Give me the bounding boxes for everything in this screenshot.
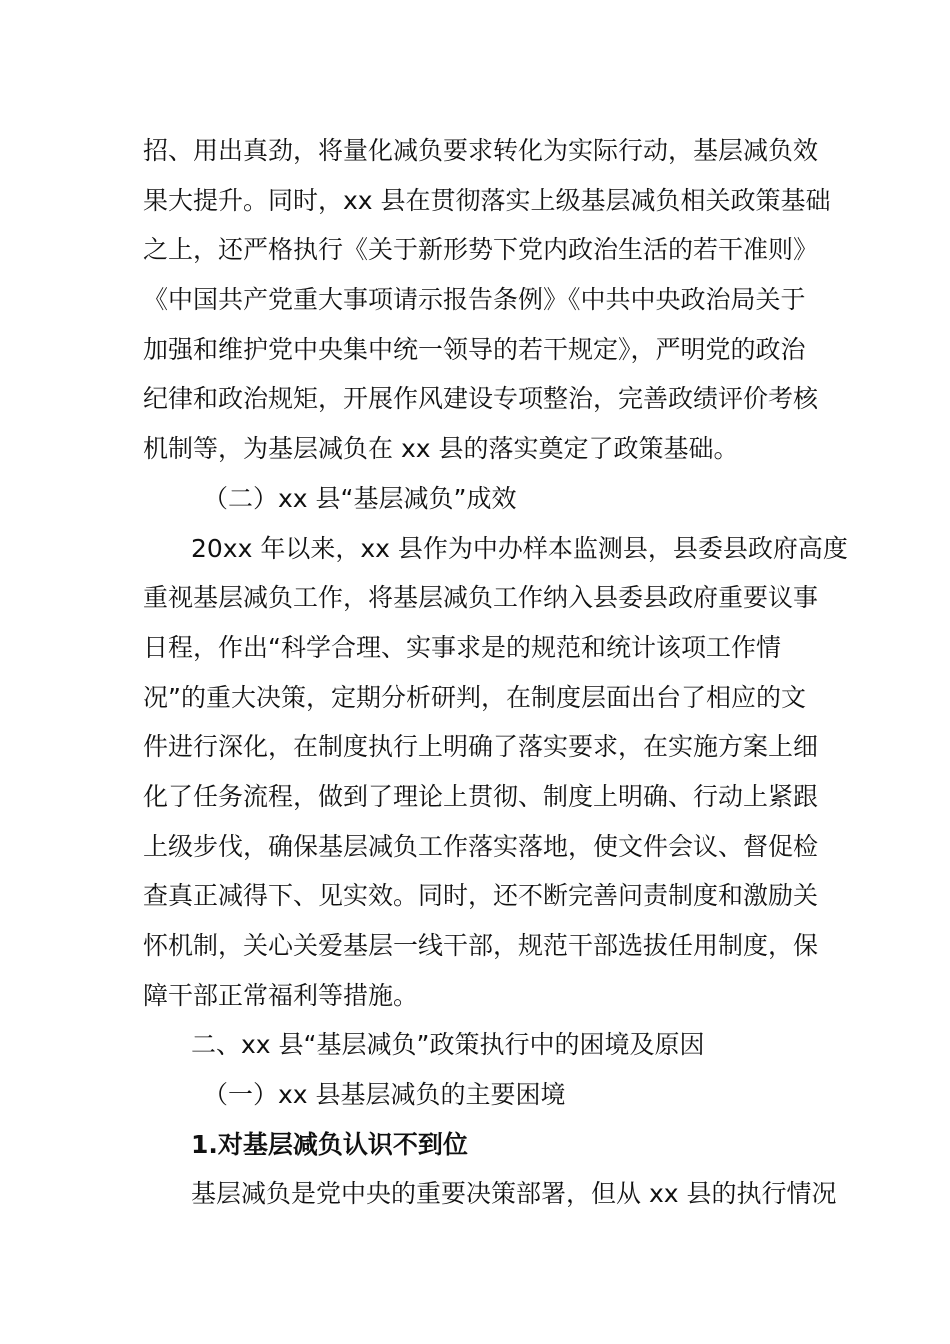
paragraph-line: 日程，作出“科学合理、实事求是的规范和统计该项工作情 xyxy=(143,632,781,662)
document-body xyxy=(143,126,848,1219)
paragraph-line: 重视基层减负工作，将基层减负工作纳入县委县政府重要议事 xyxy=(143,583,819,613)
paragraph-line: 上级步伐，确保基层减负工作落实落地，使文件会议、督促检 xyxy=(143,831,819,861)
paragraph-line: 怀机制，关心关爱基层一线干部，规范干部选拔任用制度，保 xyxy=(143,931,819,960)
paragraph-line: 况”的重大决策，定期分析研判，在制度层面出台了相应的文 xyxy=(143,682,806,712)
paragraph-line: 机制等，为基层减负在 xx 县的落实奠定了政策基础。 xyxy=(143,434,739,464)
paragraph-line: 之上，还严格执行《关于新形势下党内政治生活的若干准则》 xyxy=(143,235,819,265)
paragraph-line: 加强和维护党中央集中统一领导的若干规定》，严明党的政治 xyxy=(143,334,806,364)
numbered-heading: 1.对基层减负认识不到位 xyxy=(191,1129,468,1159)
paragraph-line: 纪律和政治规矩，开展作风建设专项整治，完善政绩评价考核 xyxy=(143,384,819,414)
paragraph-line: 化了任务流程，做到了理论上贯彻、制度上明确、行动上紧跟 xyxy=(143,781,819,811)
paragraph-line: 基层减负是党中央的重要决策部署，但从 xx 县的执行情况 xyxy=(191,1179,837,1209)
paragraph-line: 件进行深化，在制度执行上明确了落实要求，在实施方案上细 xyxy=(143,732,819,762)
paragraph-line: 20xx 年以来，xx 县作为中办样本监测县，县委县政府高度 xyxy=(191,533,848,563)
paragraph-line: 招、用出真劲，将量化减负要求转化为实际行动，基层减负效 xyxy=(143,136,819,165)
paragraph-line: 《中国共产党重大事项请示报告条例》《中共中央政治局关于 xyxy=(143,285,806,315)
section-heading: 二、xx 县“基层减负”政策执行中的困境及原因 xyxy=(191,1030,705,1060)
paragraph-line: 障干部正常福利等措施。 xyxy=(143,980,419,1010)
paragraph-line: 查真正减得下、见实效。同时，还不断完善问责制度和激励关 xyxy=(143,881,819,911)
section-subheading: （一）xx 县基层减负的主要困境 xyxy=(203,1080,566,1110)
section-subheading: （二）xx 县“基层减负”成效 xyxy=(203,483,517,513)
paragraph-line: 果大提升。同时，xx 县在贯彻落实上级基层减负相关政策基础 xyxy=(143,185,831,215)
